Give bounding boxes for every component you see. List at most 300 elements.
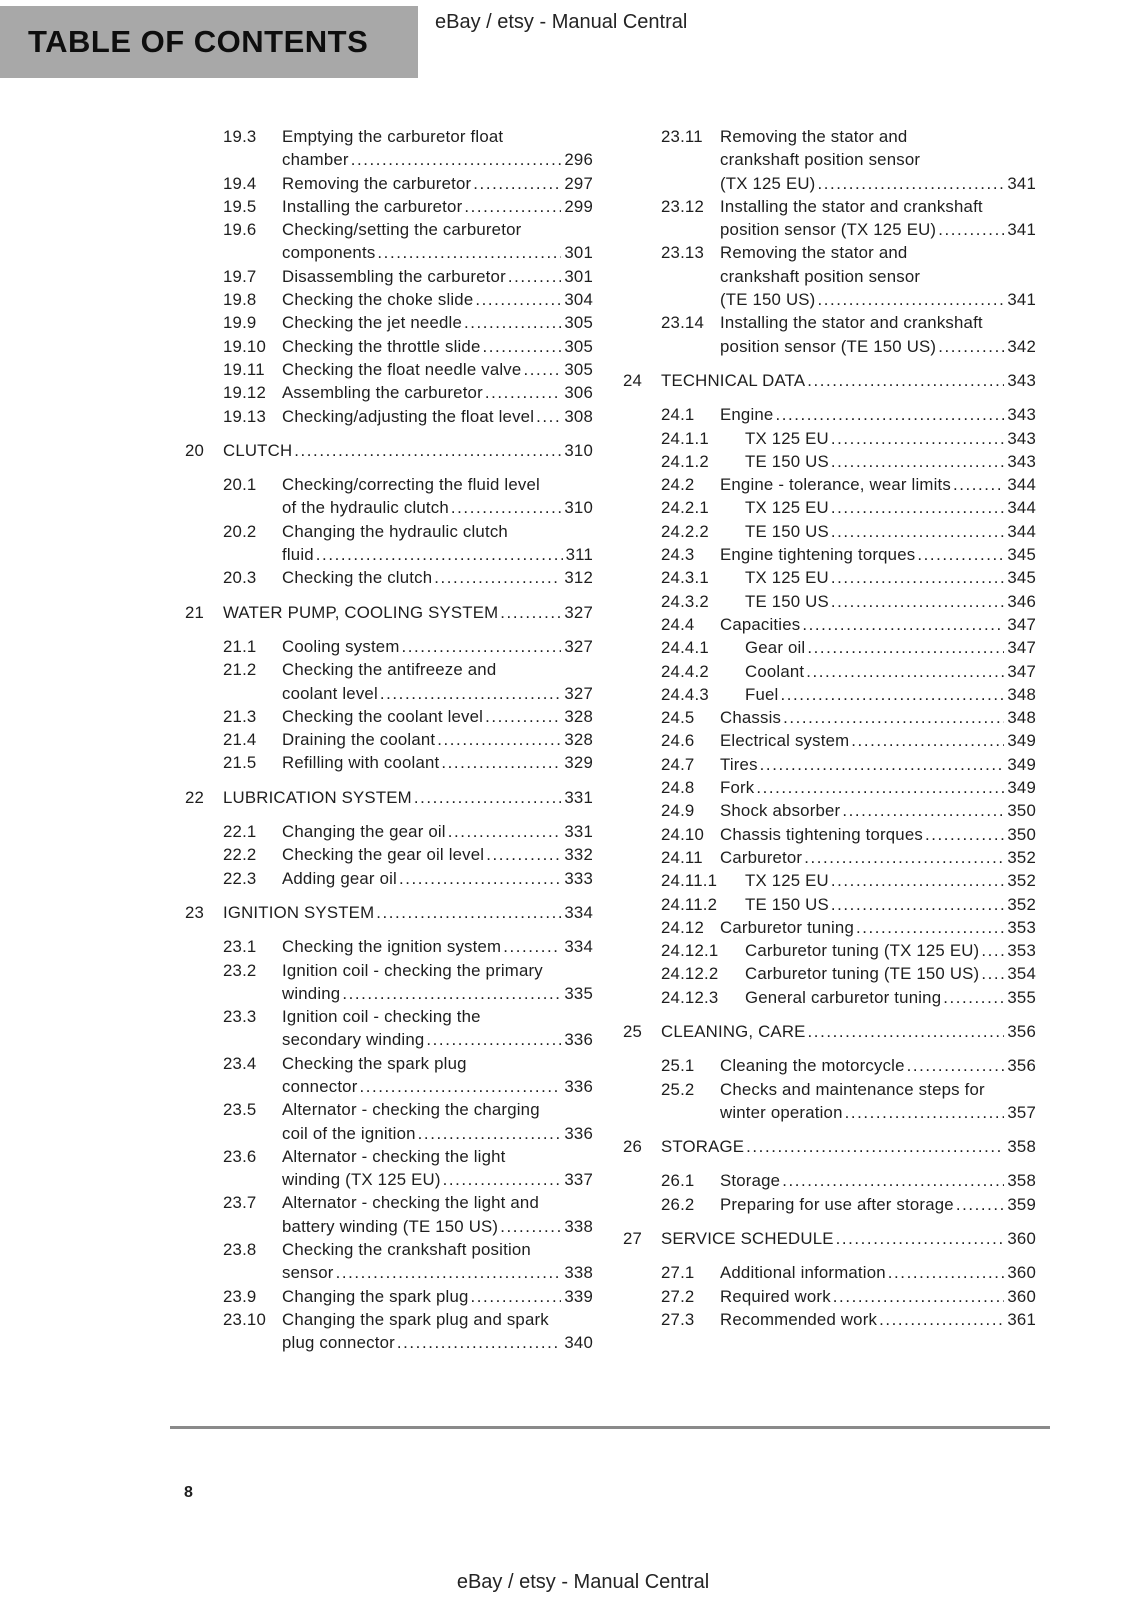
toc-entry-number: 24.6 — [661, 731, 695, 751]
toc-entry-line — [282, 635, 593, 658]
toc-entry — [185, 520, 593, 567]
toc-page-number: 344 — [1007, 521, 1036, 541]
toc-entry-line: Checking the spark plug — [282, 1053, 467, 1073]
toc-entry-title: winding (TX 125 EU) — [282, 1170, 441, 1190]
toc-entry-body — [223, 601, 593, 624]
toc-entry-number: 19.9 — [223, 313, 257, 333]
toc-entry-number: 20.1 — [223, 475, 257, 495]
toc-entry-body — [282, 959, 593, 1006]
toc-entry-body — [720, 706, 1036, 729]
footer-divider — [170, 1426, 1050, 1429]
toc-page-number: 336 — [564, 1030, 593, 1050]
toc-entry-line — [745, 986, 1036, 1009]
toc-leader-dots — [836, 1227, 1005, 1250]
toc-entry — [623, 683, 1036, 706]
toc-entry-body — [661, 1227, 1036, 1250]
toc-entry-title: Checking the ignition system — [282, 937, 502, 957]
toc-entry-title: Checking the gear oil level — [282, 845, 485, 865]
toc-entry-title: Adding gear oil — [282, 868, 397, 888]
toc-entry — [623, 939, 1036, 962]
toc-entry-title: Carburetor — [720, 847, 803, 867]
toc-entry-title: winding — [282, 983, 341, 1003]
toc-entry — [185, 335, 593, 358]
toc-entry-title: Additional information — [720, 1263, 886, 1283]
toc-page-number: 358 — [1007, 1171, 1036, 1191]
toc-leader-dots — [802, 613, 1004, 636]
toc-entry-line — [282, 335, 593, 358]
toc-entry-number: 24.5 — [661, 708, 695, 728]
toc-entry — [185, 172, 593, 195]
toc-entry-body — [720, 241, 1036, 311]
toc-entry-title: Electrical system — [720, 731, 850, 751]
toc-entry-line — [745, 962, 1036, 985]
toc-entry-body — [282, 658, 593, 705]
toc-entry-number: 24.4.3 — [661, 684, 709, 704]
toc-entry-body — [282, 381, 593, 404]
toc-entry — [623, 776, 1036, 799]
toc-leader-dots — [448, 820, 562, 843]
toc-leader-dots — [443, 1168, 562, 1191]
toc-entry-body — [720, 799, 1036, 822]
toc-leader-dots — [807, 369, 1004, 392]
toc-page-number: 344 — [1007, 498, 1036, 518]
toc-leader-dots — [536, 405, 561, 428]
toc-entry-body — [720, 729, 1036, 752]
toc-entry-body — [745, 939, 1036, 962]
toc-entry-line — [223, 439, 593, 462]
toc-page-number: 310 — [564, 498, 593, 518]
toc-entry-body — [282, 335, 593, 358]
toc-entry-number: 24.7 — [661, 754, 695, 774]
toc-entry-line: Removing the stator and — [720, 243, 908, 263]
toc-entry-line — [223, 786, 593, 809]
toc-entry-title: TE 150 US — [745, 591, 829, 611]
toc-entry-body — [661, 1020, 1036, 1043]
toc-entry-line — [720, 1285, 1036, 1308]
toc-entry-body — [282, 1238, 593, 1285]
toc-page-number: 297 — [564, 173, 593, 193]
toc-entry-title: Checking/adjusting the float level — [282, 406, 535, 426]
toc-entry-line — [745, 590, 1036, 613]
toc-entry — [623, 403, 1036, 426]
toc-entry-body — [720, 543, 1036, 566]
toc-entry — [623, 893, 1036, 916]
toc-entry-number: 23.1 — [223, 937, 257, 957]
toc-page-number: 353 — [1007, 917, 1036, 937]
toc-leader-dots — [938, 335, 1004, 358]
toc-entry-body — [282, 358, 593, 381]
toc-entry-line — [720, 729, 1036, 752]
toc-entry-body — [282, 1052, 593, 1099]
toc-entry — [623, 311, 1036, 358]
toc-entry-body — [282, 867, 593, 890]
toc-entry-number: 24.2.2 — [661, 521, 709, 541]
toc-leader-dots — [831, 869, 1005, 892]
toc-entry-title: Storage — [720, 1171, 781, 1191]
toc-entry-number: 24.11 — [661, 847, 703, 867]
toc-entry-number: 24.10 — [661, 824, 704, 844]
toc-page-number: 301 — [564, 243, 593, 263]
toc-page-number: 338 — [564, 1263, 593, 1283]
toc-page-number: 329 — [564, 753, 593, 773]
toc-page-number: 299 — [564, 196, 593, 216]
toc-entry-body — [282, 728, 593, 751]
toc-entry-body — [282, 705, 593, 728]
toc-entry-title: Coolant — [745, 661, 805, 681]
toc-page-number: 312 — [564, 568, 593, 588]
toc-page-number: 343 — [1007, 405, 1036, 425]
toc-page-number: 342 — [1007, 336, 1036, 356]
toc-entry-line: crankshaft position sensor — [720, 266, 921, 286]
toc-entry — [185, 218, 593, 265]
toc-entry-line — [282, 496, 593, 519]
toc-entry-title: Refilling with coolant — [282, 753, 440, 773]
toc-entry — [185, 1005, 593, 1052]
toc-entry-line: Changing the hydraulic clutch — [282, 521, 508, 541]
toc-page-number: 327 — [564, 602, 593, 622]
toc-page-number: 344 — [1007, 475, 1036, 495]
toc-entry-title: LUBRICATION SYSTEM — [223, 787, 412, 807]
toc-entry-number: 27.3 — [661, 1309, 695, 1329]
toc-entry-line: Checking the crankshaft position — [282, 1240, 531, 1260]
toc-leader-dots — [833, 1285, 1005, 1308]
toc-page-number: 355 — [1007, 987, 1036, 1007]
toc-entry — [623, 473, 1036, 496]
toc-entry-number: 25 — [623, 1021, 643, 1041]
toc-leader-dots — [782, 1169, 1004, 1192]
toc-page-number: 331 — [564, 822, 593, 842]
toc-entry-line — [282, 1168, 593, 1191]
toc-entry — [623, 1135, 1036, 1158]
toc-entry-title: Engine tightening torques — [720, 545, 916, 565]
toc-entry-number: 19.8 — [223, 290, 257, 310]
toc-entry — [623, 369, 1036, 392]
toc-entry-line: Checking the antifreeze and — [282, 660, 497, 680]
toc-entry-number: 24.12.2 — [661, 964, 719, 984]
toc-leader-dots — [434, 566, 561, 589]
toc-entry-number: 24.1.2 — [661, 451, 709, 471]
toc-entry-number: 21.3 — [223, 706, 257, 726]
toc-entry-title: position sensor (TE 150 US) — [720, 336, 937, 356]
footer-page-number: 8 — [184, 1484, 193, 1501]
toc-entry — [185, 1191, 593, 1238]
toc-entry-number: 23.8 — [223, 1240, 257, 1260]
toc-entry — [185, 901, 593, 924]
toc-page-number: 353 — [1007, 941, 1036, 961]
toc-entry-title: Checking the choke slide — [282, 290, 474, 310]
toc-entry-title: Chassis tightening torques — [720, 824, 923, 844]
toc-entry — [623, 660, 1036, 683]
toc-entry-number: 19.6 — [223, 220, 257, 240]
toc-entry-number: 24.12.1 — [661, 941, 719, 961]
toc-entry-number: 23.11 — [661, 127, 703, 146]
toc-leader-dots — [851, 729, 1004, 752]
toc-entry-line — [745, 939, 1036, 962]
toc-entry-body — [720, 1054, 1036, 1077]
toc-entry-body — [745, 590, 1036, 613]
toc-entry-line: Alternator - checking the charging — [282, 1100, 540, 1120]
toc-leader-dots — [397, 1331, 562, 1354]
toc-page-number: 328 — [564, 730, 593, 750]
toc-entry — [623, 706, 1036, 729]
toc-entry-number: 20.2 — [223, 521, 257, 541]
toc-page-number: 334 — [564, 902, 593, 922]
toc-page-number: 347 — [1007, 661, 1036, 681]
toc-entry-number: 23.10 — [223, 1309, 266, 1329]
toc-entry-number: 24.2 — [661, 475, 695, 495]
toc-entry-title: Changing the spark plug — [282, 1286, 469, 1306]
toc-entry — [623, 241, 1036, 311]
toc-entry-body — [745, 496, 1036, 519]
toc-entry-body — [720, 1285, 1036, 1308]
toc-entry-body — [745, 660, 1036, 683]
toc-entry-title: TE 150 US — [745, 521, 829, 541]
toc-leader-dots — [414, 786, 562, 809]
toc-entry-title: Fuel — [745, 684, 779, 704]
toc-page-number: 331 — [564, 787, 593, 807]
toc-entry-number: 27.2 — [661, 1286, 695, 1306]
toc-entry-number: 25.2 — [661, 1079, 695, 1099]
toc-entry-body — [745, 450, 1036, 473]
toc-entry-line — [720, 335, 1036, 358]
toc-leader-dots — [483, 335, 562, 358]
toc-page-number: 360 — [1007, 1229, 1036, 1249]
toc-entry-body — [720, 753, 1036, 776]
toc-entry-line — [720, 823, 1036, 846]
toc-leader-dots — [783, 706, 1004, 729]
toc-entry-body — [745, 869, 1036, 892]
toc-entry-line: Checks and maintenance steps for — [720, 1079, 985, 1099]
toc-entry-line — [282, 543, 593, 566]
toc-leader-dots — [845, 1101, 1005, 1124]
toc-entry-title: (TE 150 US) — [720, 290, 816, 310]
toc-entry-number: 26 — [623, 1137, 643, 1157]
toc-leader-dots — [426, 1028, 561, 1051]
toc-entry-title: Engine - tolerance, wear limits — [720, 475, 951, 495]
toc-entry — [623, 1261, 1036, 1284]
toc-entry-line — [282, 682, 593, 705]
toc-entry — [623, 427, 1036, 450]
toc-entry-line — [720, 799, 1036, 822]
toc-page-number: 346 — [1007, 591, 1036, 611]
toc-leader-dots — [451, 496, 561, 519]
toc-entry — [623, 986, 1036, 1009]
toc-entry-number: 24.3 — [661, 545, 695, 565]
toc-entry-line — [720, 1054, 1036, 1077]
toc-leader-dots — [808, 1020, 1005, 1043]
toc-entry-line — [282, 1122, 593, 1145]
toc-entry-number: 24.1 — [661, 405, 695, 425]
toc-entry-line — [745, 427, 1036, 450]
toc-page-number: 328 — [564, 706, 593, 726]
toc-leader-dots — [831, 520, 1005, 543]
toc-entry-line: Changing the spark plug and spark — [282, 1309, 549, 1329]
toc-entry-number: 21.5 — [223, 753, 257, 773]
toc-entry — [185, 125, 593, 172]
toc-page-number: 308 — [564, 406, 593, 426]
toc-entry-body — [745, 427, 1036, 450]
toc-leader-dots — [437, 728, 561, 751]
document-title-header: eBay / etsy - Manual Central — [435, 11, 688, 33]
toc-entry-body — [282, 1308, 593, 1355]
toc-entry-body — [720, 195, 1036, 242]
toc-entry-number: 24.1.1 — [661, 428, 709, 448]
toc-entry-line — [745, 636, 1036, 659]
toc-entry — [185, 1238, 593, 1285]
toc-entry-line — [720, 1261, 1036, 1284]
toc-entry-line: Ignition coil - checking the — [282, 1007, 481, 1027]
toc-page-number: 311 — [565, 545, 593, 565]
toc-entry-line — [282, 705, 593, 728]
toc-entry-body — [720, 1078, 1036, 1125]
toc-entry-body — [282, 751, 593, 774]
toc-leader-dots — [856, 916, 1004, 939]
toc-entry-body — [223, 901, 593, 924]
toc-entry-line — [282, 935, 593, 958]
toc-page-number: 305 — [564, 313, 593, 333]
toc-entry-body — [282, 288, 593, 311]
toc-entry-line — [745, 869, 1036, 892]
toc-entry-number: 24.4.2 — [661, 661, 709, 681]
toc-entry-line — [720, 753, 1036, 776]
toc-entry-line — [282, 381, 593, 404]
toc-entry-line — [745, 893, 1036, 916]
toc-entry-title: Assembling the carburetor — [282, 383, 483, 403]
toc-entry-number: 19.11 — [223, 359, 265, 379]
toc-entry-line — [282, 1331, 593, 1354]
toc-entry-line — [223, 901, 593, 924]
toc-entry-body — [661, 369, 1036, 392]
toc-entry-number: 26.1 — [661, 1171, 695, 1191]
toc-entry-line — [720, 1308, 1036, 1331]
toc-leader-dots — [888, 1261, 1005, 1284]
toc-entry-line — [745, 660, 1036, 683]
toc-entry-line — [720, 403, 1036, 426]
toc-leader-dots — [760, 753, 1005, 776]
toc-entry-number: 23.7 — [223, 1193, 257, 1213]
toc-entry — [185, 358, 593, 381]
toc-page-number: 341 — [1007, 290, 1036, 310]
toc-leader-dots — [485, 381, 562, 404]
toc-entry — [185, 1145, 593, 1192]
toc-entry-title: CLEANING, CARE — [661, 1021, 806, 1041]
toc-entry-title: (TX 125 EU) — [720, 173, 816, 193]
toc-leader-dots — [756, 776, 1004, 799]
toc-entry-body — [282, 218, 593, 265]
toc-page-number: 310 — [564, 440, 593, 460]
toc-leader-dots — [441, 751, 561, 774]
toc-entry-title: Carburetor tuning (TE 150 US) — [745, 964, 980, 984]
toc-leader-dots — [360, 1075, 562, 1098]
toc-entry-body — [282, 635, 593, 658]
toc-page-number: 354 — [1007, 964, 1036, 984]
toc-entry-title: Removing the carburetor — [282, 173, 472, 193]
toc-page-number: 345 — [1007, 545, 1036, 565]
toc-leader-dots — [831, 566, 1005, 589]
toc-entry-line — [720, 846, 1036, 869]
toc-entry-line — [745, 566, 1036, 589]
toc-entry-title: Cooling system — [282, 636, 400, 656]
toc-leader-dots — [475, 288, 561, 311]
toc-entry-line — [282, 843, 593, 866]
toc-entry-number: 24.11.2 — [661, 894, 718, 914]
toc-entry-number: 21.4 — [223, 730, 257, 750]
toc-page-number: 352 — [1007, 894, 1036, 914]
toc-entry-line — [720, 543, 1036, 566]
toc-entry-body — [745, 636, 1036, 659]
toc-entry-title: Required work — [720, 1286, 831, 1306]
toc-entry-number: 24.12 — [661, 917, 704, 937]
toc-entry-line — [282, 982, 593, 1005]
toc-entry — [623, 195, 1036, 242]
toc-entry-line — [282, 1075, 593, 1098]
toc-page-number: 336 — [564, 1076, 593, 1096]
toc-leader-dots — [831, 590, 1005, 613]
toc-entry-body — [720, 916, 1036, 939]
toc-entry — [623, 125, 1036, 195]
toc-leader-dots — [831, 450, 1005, 473]
toc-page-number: 305 — [564, 336, 593, 356]
toc-page-number: 349 — [1007, 778, 1036, 798]
toc-entry-number: 19.12 — [223, 383, 266, 403]
toc-leader-dots — [399, 867, 561, 890]
toc-entry-number: 19.7 — [223, 266, 257, 286]
toc-entry-number: 24.3.1 — [661, 568, 709, 588]
toc-entry-body — [282, 843, 593, 866]
toc-page-number: 350 — [1007, 824, 1036, 844]
toc-page-number: 359 — [1007, 1194, 1036, 1214]
toc-leader-dots — [953, 473, 1004, 496]
toc-leader-dots — [523, 358, 561, 381]
toc-leader-dots — [817, 172, 1004, 195]
toc-entry — [623, 520, 1036, 543]
toc-entry — [185, 311, 593, 334]
toc-page-number: 352 — [1007, 871, 1036, 891]
toc-entry-number: 26.2 — [661, 1194, 695, 1214]
toc-entry-line — [282, 405, 593, 428]
toc-entry — [623, 1054, 1036, 1077]
toc-entry-body — [745, 683, 1036, 706]
toc-entry-line — [282, 1028, 593, 1051]
toc-entry — [185, 867, 593, 890]
toc-entry-body — [720, 1261, 1036, 1284]
toc-entry-title: TE 150 US — [745, 894, 829, 914]
toc-entry-title: Preparing for use after storage — [720, 1194, 954, 1214]
toc-entry-number: 19.3 — [223, 127, 257, 146]
toc-entry-title: fluid — [282, 545, 314, 565]
toc-page-number: 356 — [1007, 1021, 1036, 1041]
toc-entry-title: Checking the throttle slide — [282, 336, 481, 356]
toc-leader-dots — [294, 439, 561, 462]
toc-entry-title: of the hydraulic clutch — [282, 498, 449, 518]
toc-leader-dots — [418, 1122, 562, 1145]
toc-entry-body — [282, 125, 593, 172]
toc-page-number: 305 — [564, 359, 593, 379]
page-title: TABLE OF CONTENTS — [28, 24, 369, 59]
toc-entry-title: Shock absorber — [720, 801, 841, 821]
toc-entry-body — [223, 786, 593, 809]
toc-entry-body — [282, 1285, 593, 1308]
toc-entry-line — [661, 1227, 1036, 1250]
toc-leader-dots — [981, 962, 1004, 985]
toc-entry-body — [282, 473, 593, 520]
toc-leader-dots — [831, 496, 1005, 519]
toc-entry-title: coolant level — [282, 683, 378, 703]
toc-page-number: 347 — [1007, 614, 1036, 634]
toc-entry-body — [720, 473, 1036, 496]
toc-entry-body — [720, 125, 1036, 195]
toc-entry-title: plug connector — [282, 1333, 395, 1353]
